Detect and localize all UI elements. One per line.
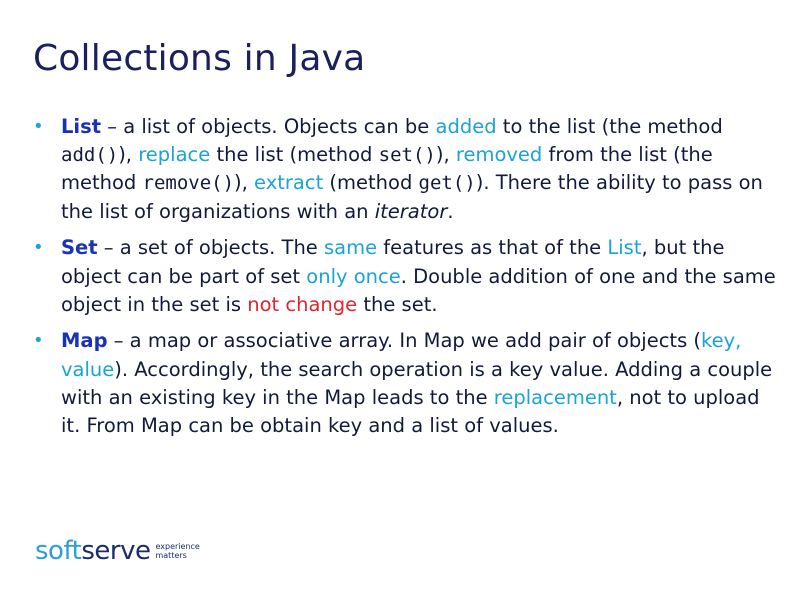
italic-text: iterator: [374, 199, 448, 223]
plain-text: ). Accordingly, the search operation is a key value. Adding a couple with an existing key in the Map leads to the: [61, 357, 773, 409]
logo-tagline-line2: matters: [155, 551, 187, 560]
bullet-list-item: [33, 113, 778, 226]
code-text: get(): [418, 172, 476, 195]
logo-tagline: [155, 542, 199, 560]
highlight-red-text: not change: [247, 292, 358, 316]
plain-text: . Double addition of one and the same object in the set is: [61, 264, 776, 316]
plain-text: – a set of objects. The: [97, 236, 324, 260]
bullet-dot-icon: •: [33, 237, 44, 259]
plain-text: features as that of the: [377, 236, 608, 260]
plain-text: .: [447, 199, 454, 223]
highlight-text: extract: [254, 171, 324, 195]
plain-text: to the list (the method: [496, 115, 723, 138]
plain-text: – a map or associative array. In Map we add pair of objects (: [107, 329, 702, 353]
logo-tagline-line1: experience: [155, 542, 200, 551]
term-text: Set: [61, 236, 98, 260]
highlight-text: replacement: [493, 385, 617, 409]
bullet-dot-icon: •: [33, 116, 44, 137]
bullet-set-item: [33, 234, 778, 319]
bullet-text-map: [61, 329, 772, 437]
plain-text: ),: [234, 171, 255, 195]
plain-text: from the list (the method: [61, 143, 713, 195]
highlight-text: key, value: [61, 329, 742, 381]
highlight-text: added: [435, 115, 497, 138]
plain-text: the set.: [357, 292, 438, 316]
logo-serve-text: serve: [81, 536, 151, 566]
bullet-dot-icon: •: [33, 330, 44, 352]
highlight-text: List: [607, 236, 642, 260]
plain-text: – a list of objects. Objects can be: [101, 115, 436, 138]
logo-soft-text: soft: [35, 536, 82, 566]
bullet-list: [33, 113, 778, 449]
code-text: set(): [378, 144, 436, 167]
highlight-text: removed: [455, 143, 543, 167]
softserve-logo: [35, 536, 200, 566]
plain-text: ),: [435, 143, 456, 167]
highlight-text: only once: [306, 264, 401, 288]
term-text: List: [61, 115, 102, 138]
bullet-text-set: [61, 236, 776, 315]
plain-text: , not to upload it. From Map can be obtain key and a list of values.: [61, 385, 760, 438]
highlight-text: same: [324, 236, 378, 260]
plain-text: ),: [118, 143, 139, 167]
term-text: Map: [61, 329, 108, 353]
plain-text: the list (method: [210, 143, 379, 167]
highlight-text: replace: [138, 143, 211, 167]
bullet-text-list: [61, 115, 763, 223]
plain-text: (method: [323, 171, 419, 195]
slide-title: Collections in Java: [33, 38, 366, 79]
bullet-map-item: [33, 327, 778, 440]
code-text: add(): [61, 144, 119, 167]
code-text: remove(): [142, 172, 235, 195]
plain-text: , but the object can be part of set: [61, 236, 725, 288]
logo-wordmark: [35, 536, 150, 566]
plain-text: ). There the ability to pass on the list of organizations with an: [61, 171, 763, 223]
